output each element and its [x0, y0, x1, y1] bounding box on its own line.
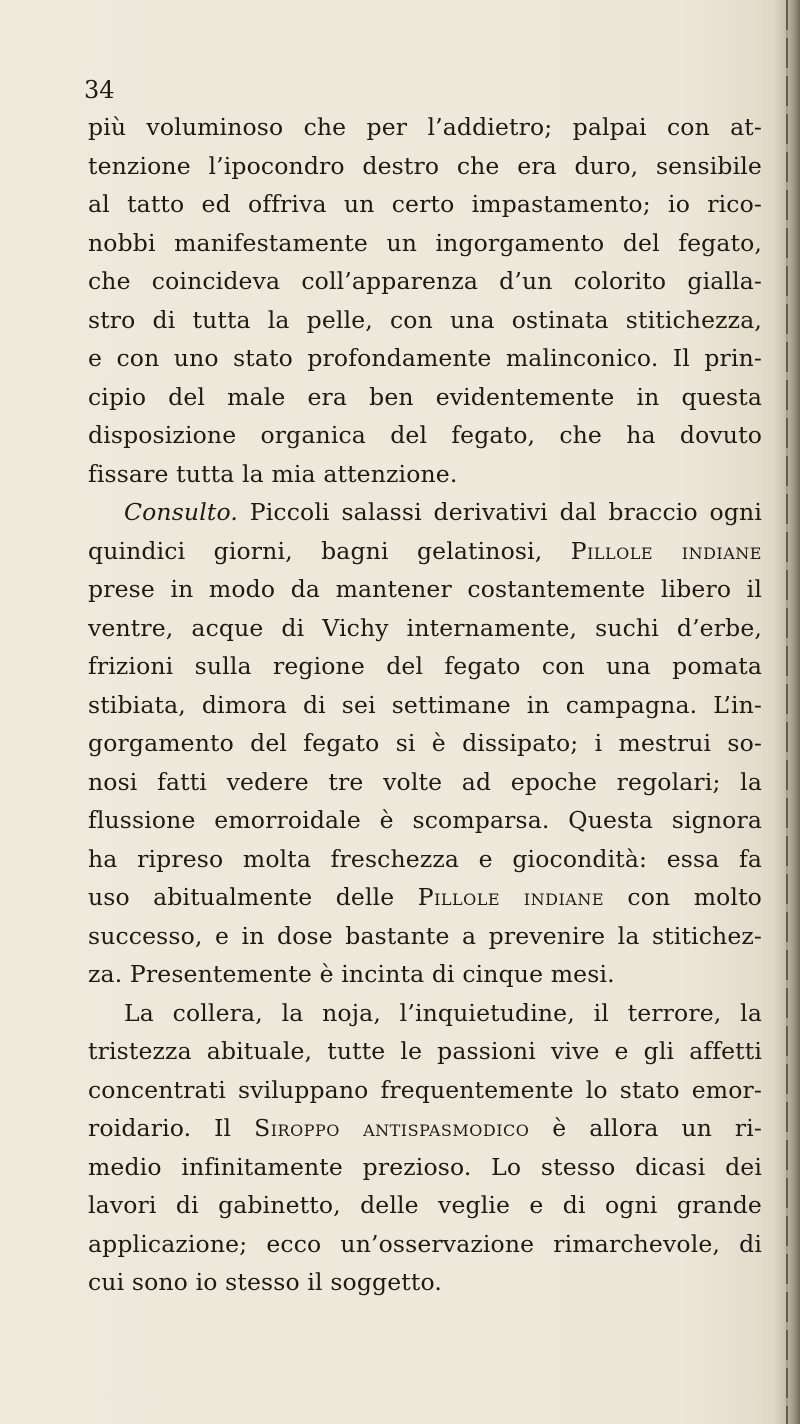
text-line: fissare tutta la mia attenzione.: [88, 459, 458, 488]
text-line: e con uno stato profondamente malinconico. Il prin-: [88, 344, 762, 372]
text-line: gorgamento del fegato si è dissipato; i mestrui so-: [88, 729, 762, 757]
page-edge: [786, 0, 788, 1424]
consulto-heading: Consulto.: [124, 498, 238, 526]
text-line: concentrati sviluppano frequentemente lo stato emor-: [88, 1075, 762, 1104]
text-line: al tatto ed offriva un certo impastamento; io rico-: [88, 190, 762, 218]
text-line: ventre, acque di Vichy internamente, suchi d’erbe,: [88, 613, 762, 642]
text-line: stro di tutta la pelle, con una ostinata stitichezza,: [88, 305, 762, 334]
text-line: disposizione organica del fegato, che ha dovuto: [88, 421, 762, 449]
text-line: tenzione l’ipocondro destro che era duro, sensibile: [88, 151, 762, 180]
text-line: quindici giorni, bagni gelatinosi, Pillole indiane: [88, 536, 762, 565]
text-line: applicazione; ecco un’osservazione rimarchevole, di: [88, 1229, 762, 1258]
product-name: Pillole indiane: [417, 883, 605, 911]
text-line: uso abitualmente delle Pillole indiane con molto: [88, 883, 762, 911]
body-text: [88, 108, 762, 1302]
text-line: prese in modo da mantener costantemente libero il: [88, 575, 762, 603]
text-line: ha ripreso molta freschezza e giocondità: essa fa: [88, 844, 762, 873]
text-line: più voluminoso che per l’addietro; palpai con at-: [88, 113, 762, 141]
product-name: Pillole indiane: [570, 536, 762, 565]
text-line: cipio del male era ben evidentemente in questa: [88, 382, 762, 411]
text-line: Consulto. Piccoli salassi derivativi dal braccio ogni: [124, 498, 762, 526]
text-line: che coincideva coll’apparenza d’un colorito gialla-: [88, 267, 762, 295]
text-line: tristezza abituale, tutte le passioni vive e gli affetti: [88, 1037, 762, 1065]
text-line: nobbi manifestamente un ingorgamento del fegato,: [88, 228, 762, 257]
text-line: flussione emorroidale è scomparsa. Questa signora: [88, 806, 762, 834]
page-number: 34: [84, 76, 115, 104]
text-line: La collera, la noja, l’inquietudine, il terrore, la: [124, 998, 762, 1027]
text-line: medio infinitamente prezioso. Lo stesso dicasi dei: [88, 1152, 762, 1181]
text-line: stibiata, dimora di sei settimane in campagna. L’in-: [88, 690, 762, 719]
product-name: Siroppo antispasmodico: [254, 1114, 530, 1142]
text-line: za. Presentemente è incinta di cinque mesi.: [88, 960, 615, 988]
text-line: cui sono io stesso il soggetto.: [88, 1268, 442, 1296]
text-line: roidario. Il Siroppo antispasmodico è allora un ri-: [88, 1114, 762, 1142]
text-line: successo, e in dose bastante a prevenire la stitichez-: [88, 921, 762, 950]
text-line: lavori di gabinetto, delle veglie e di ogni grande: [88, 1191, 762, 1219]
text-line: frizioni sulla regione del fegato con una pomata: [88, 652, 762, 680]
text-line: nosi fatti vedere tre volte ad epoche regolari; la: [88, 767, 762, 796]
